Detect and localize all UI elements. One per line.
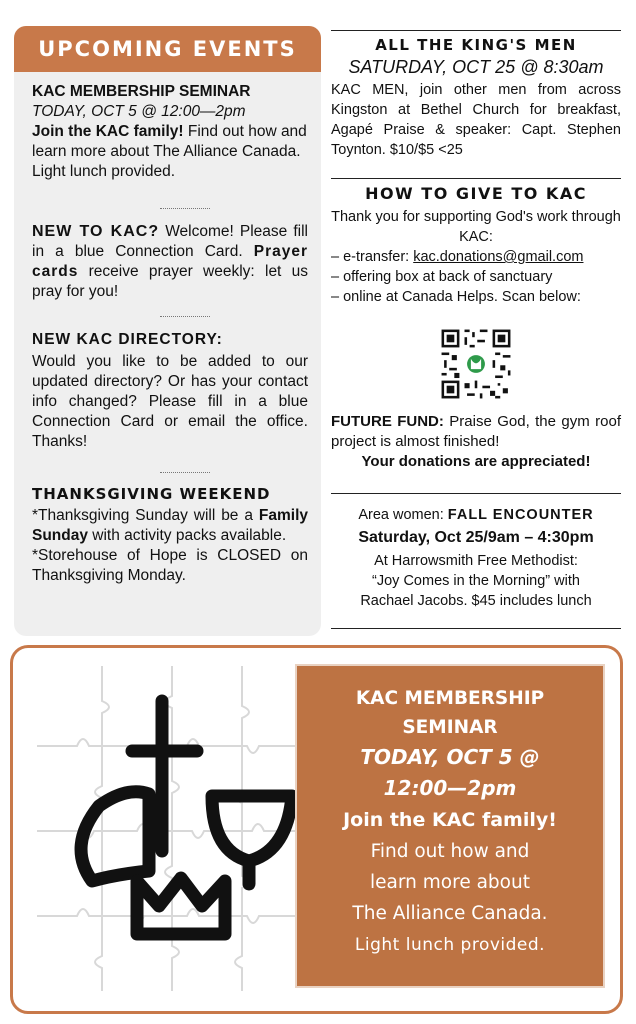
kings-men-body: KAC MEN, join other men from across Kingston at Bethel Church for breakfast, Agapé Praise & speaker: Capt. Stephen Toynton. $10/$5 <25 (331, 82, 621, 158)
banner-line3: TODAY, OCT 5 @ (360, 745, 540, 769)
rule-top (331, 30, 621, 31)
new-to-kac-text (32, 222, 308, 302)
seminar-body: Find out how and learn more about The Alliance Canada. Light lunch provided. (32, 123, 307, 180)
fall-encounter-title: FALL ENCOUNTER (447, 507, 594, 523)
fall-encounter-where: At Harrowsmith Free Methodist: (374, 553, 578, 569)
upcoming-events-panel (14, 26, 321, 636)
fall-encounter-theme: “Joy Comes in the Morning” with (372, 573, 580, 589)
divider (160, 208, 210, 209)
give-block (331, 184, 621, 307)
new-to-kac-body2: receive prayer weekly: let us pray for you! (32, 263, 308, 300)
banner-line5: Join the KAC family! (343, 809, 557, 831)
banner-line8: The Alliance Canada. (352, 903, 548, 924)
give-etransfer (331, 247, 621, 267)
thanksgiving-line2: *Storehouse of Hope is CLOSED on Thanksgiving Monday. (32, 547, 308, 584)
future-fund-body: Praise God, the gym roof project is almost finished! (331, 413, 621, 450)
directory-block (32, 330, 308, 452)
directory-body: Would you like to be added to our updated directory? Or has your contact info changed? Please fill in a blue Connection Card or email the office. Thanks! (32, 353, 308, 450)
thanksgiving-line1c: with activity packs available. (87, 527, 287, 544)
fall-encounter-speaker: Rachael Jacobs. $45 includes lunch (360, 593, 592, 609)
kings-men-block (331, 36, 621, 160)
rule-bottom (331, 628, 621, 629)
seminar-text (32, 122, 308, 182)
future-fund-block (331, 412, 621, 472)
directory-title: NEW KAC DIRECTORY: (32, 331, 223, 348)
kings-men-when: SATURDAY, OCT 25 @ 8:30am (348, 57, 604, 77)
give-intro: Thank you for supporting God's work through KAC: (331, 209, 621, 245)
rule (331, 493, 621, 494)
thanksgiving-title: THANKSGIVING WEEKEND (32, 485, 271, 503)
banner-line2: SEMINAR (402, 717, 498, 738)
rule (331, 178, 621, 179)
future-fund-lead: FUTURE FUND: (331, 413, 444, 430)
thanksgiving-line1 (32, 506, 308, 546)
give-offering: – offering box at back of sanctuary (331, 269, 553, 285)
give-title: HOW TO GIVE TO KAC (365, 184, 587, 203)
banner-line6: Find out how and (370, 841, 530, 862)
future-fund-thanks: Your donations are appreciated! (361, 453, 591, 470)
fall-encounter-block (331, 505, 621, 611)
give-online: – online at Canada Helps. Scan below: (331, 289, 581, 305)
banner-line7: learn more about (370, 872, 530, 893)
prayer-cards-label: Prayer cards (32, 243, 308, 280)
events-header: UPCOMING EVENTS (14, 26, 321, 72)
etransfer-label: – e-transfer: (331, 249, 414, 265)
family-sunday: Family Sunday (32, 507, 308, 544)
fall-encounter-when: Saturday, Oct 25/9am – 4:30pm (358, 529, 594, 546)
seminar-title: KAC MEMBERSHIP SEMINAR (32, 83, 251, 100)
thanksgiving-line1a: *Thanksgiving Sunday will be a (32, 507, 259, 524)
banner-line4: 12:00—2pm (383, 776, 517, 800)
banner-line1: KAC MEMBERSHIP (355, 688, 545, 709)
alliance-puzzle-logo (37, 666, 305, 991)
seminar-lead: Join the KAC family! (32, 123, 184, 140)
seminar-promo-box (295, 664, 605, 988)
divider (160, 472, 210, 473)
seminar-block (32, 82, 308, 182)
kings-men-title: ALL THE KING'S MEN (375, 36, 577, 54)
etransfer-email-link[interactable]: kac.donations@gmail.com (413, 249, 584, 265)
thanksgiving-block (32, 484, 308, 586)
seminar-when: TODAY, OCT 5 @ 12:00—2pm (32, 103, 246, 120)
fall-encounter-prefix: Area women: (358, 507, 448, 523)
divider (160, 316, 210, 317)
membership-seminar-banner (10, 645, 623, 1014)
fall-encounter-headline (331, 505, 621, 525)
banner-line9: Light lunch provided. (354, 935, 546, 955)
canada-helps-qr-code[interactable] (439, 327, 513, 401)
new-to-kac-block (32, 222, 308, 302)
new-to-kac-body1: Welcome! Please fill in a blue Connection Card. (32, 223, 308, 260)
new-to-kac-lead: NEW TO KAC? (32, 223, 160, 240)
future-fund-text (331, 412, 621, 452)
